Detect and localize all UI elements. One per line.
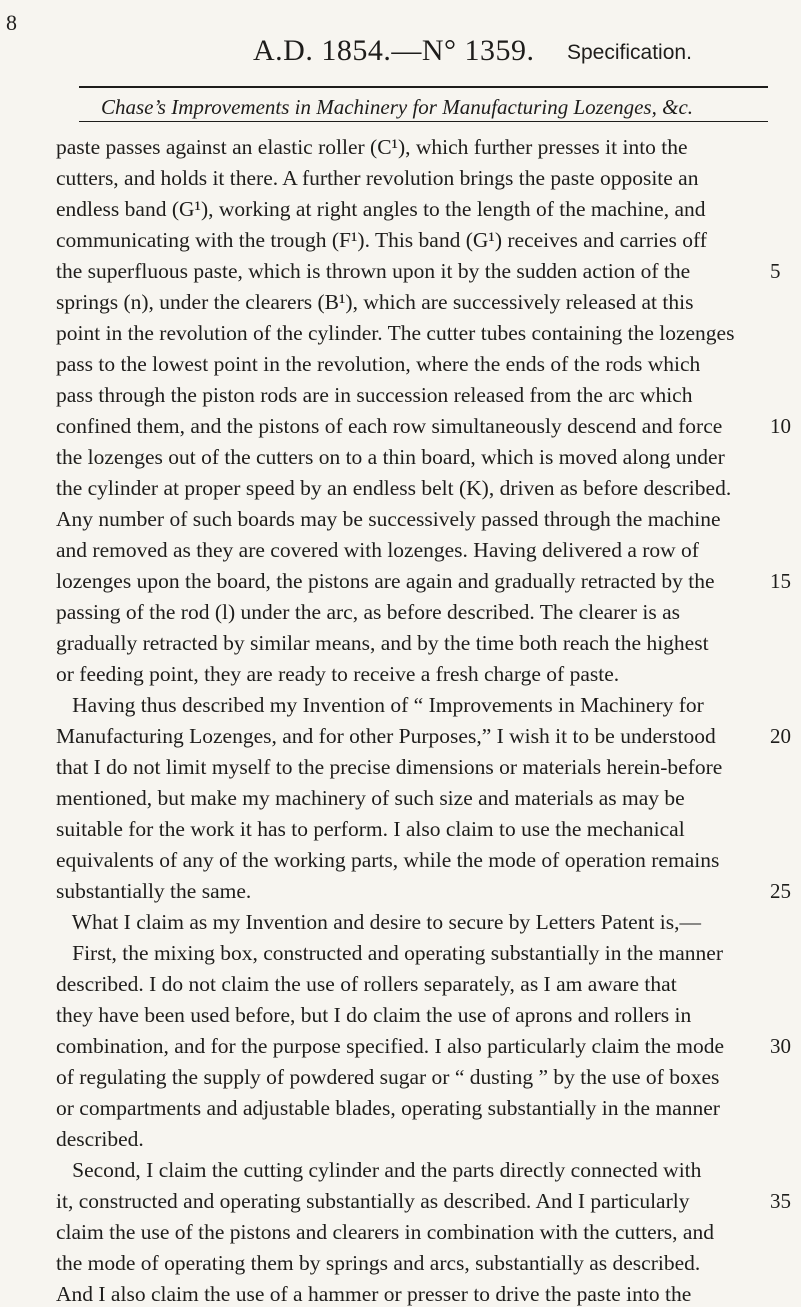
text-line: the lozenges out of the cutters on to a thin board, which is moved along under (56, 445, 725, 469)
text-line: Manufacturing Lozenges, and for other Purposes,” I wish it to be understood (56, 724, 716, 748)
text-line: pass through the piston rods are in succession released from the arc which (56, 383, 693, 407)
text-line: the mode of operating them by springs and arcs, substantially as described. (56, 1251, 701, 1275)
text-line: paste passes against an elastic roller (C¹), which further presses it into the (56, 135, 688, 159)
text-line: cutters, and holds it there. A further revolution brings the paste opposite an (56, 166, 699, 190)
line-number: 20 (770, 724, 791, 748)
text-line: Second, I claim the cutting cylinder and the parts directly connected with (56, 1158, 702, 1182)
text-line: claim the use of the pistons and clearers in combination with the cutters, and (56, 1220, 714, 1244)
text-line: gradually retracted by similar means, and by the time both reach the highest (56, 631, 709, 655)
text-line: the cylinder at proper speed by an endless belt (K), driven as before described. (56, 476, 732, 500)
line-number: 25 (770, 879, 791, 903)
text-line: mentioned, but make my machinery of such size and materials as may be (56, 786, 685, 810)
text-line: described. (56, 1127, 144, 1151)
line-number: 5 (770, 259, 781, 283)
text-line: endless band (G¹), working at right angles to the length of the machine, and (56, 197, 706, 221)
text-line: the superfluous paste, which is thrown upon it by the sudden action of the (56, 259, 691, 283)
line-number: 10 (770, 414, 791, 438)
text-line: passing of the rod (l) under the arc, as before described. The clearer is as (56, 600, 681, 624)
text-line: described. I do not claim the use of rollers separately, as I am aware that (56, 972, 677, 996)
text-line: of regulating the supply of powdered sugar or “ dusting ” by the use of boxes (56, 1065, 720, 1089)
running-title: Chase’s Improvements in Machinery for Manufacturing Lozenges, &c. (101, 95, 694, 119)
header-rule-top (79, 86, 768, 88)
text-line: combination, and for the purpose specified. I also particularly claim the mode (56, 1034, 725, 1058)
text-line: equivalents of any of the working parts, while the mode of operation remains (56, 848, 720, 872)
text-line: Any number of such boards may be successively passed through the machine (56, 507, 721, 531)
text-line: it, constructed and operating substantially as described. And I particularly (56, 1189, 690, 1213)
text-line: And I also claim the use of a hammer or presser to drive the paste into the (56, 1282, 692, 1306)
text-line: What I claim as my Invention and desire to secure by Letters Patent is,— (56, 910, 702, 934)
text-line: communicating with the trough (F¹). This band (G¹) receives and carries off (56, 228, 707, 252)
text-line: pass to the lowest point in the revolution, where the ends of the rods which (56, 352, 701, 376)
text-line: that I do not limit myself to the precise dimensions or materials herein-before (56, 755, 723, 779)
text-line: and removed as they are covered with lozenges. Having delivered a row of (56, 538, 699, 562)
line-number: 35 (770, 1189, 791, 1213)
text-line: Having thus described my Invention of “ Improvements in Machinery for (56, 693, 704, 717)
page-title: A.D. 1854.—N° 1359. (253, 34, 535, 67)
text-line: or compartments and adjustable blades, operating substantially in the manner (56, 1096, 720, 1120)
line-number: 15 (770, 569, 791, 593)
text-line: substantially the same. (56, 879, 252, 903)
text-line: suitable for the work it has to perform. I also claim to use the mechanical (56, 817, 685, 841)
text-line: springs (n), under the clearers (B¹), which are successively released at this (56, 290, 694, 314)
text-line: they have been used before, but I do claim the use of aprons and rollers in (56, 1003, 692, 1027)
text-line: First, the mixing box, constructed and operating substantially in the manner (56, 941, 723, 965)
text-line: lozenges upon the board, the pistons are again and gradually retracted by the (56, 569, 715, 593)
section-label: Specification. (567, 41, 692, 64)
line-number: 30 (770, 1034, 791, 1058)
page-number: 8 (6, 10, 17, 35)
header-rule-bottom (79, 121, 768, 122)
text-line: or feeding point, they are ready to receive a fresh charge of paste. (56, 662, 620, 686)
text-line: confined them, and the pistons of each row simultaneously descend and force (56, 414, 723, 438)
text-line: point in the revolution of the cylinder. The cutter tubes containing the lozenges (56, 321, 735, 345)
